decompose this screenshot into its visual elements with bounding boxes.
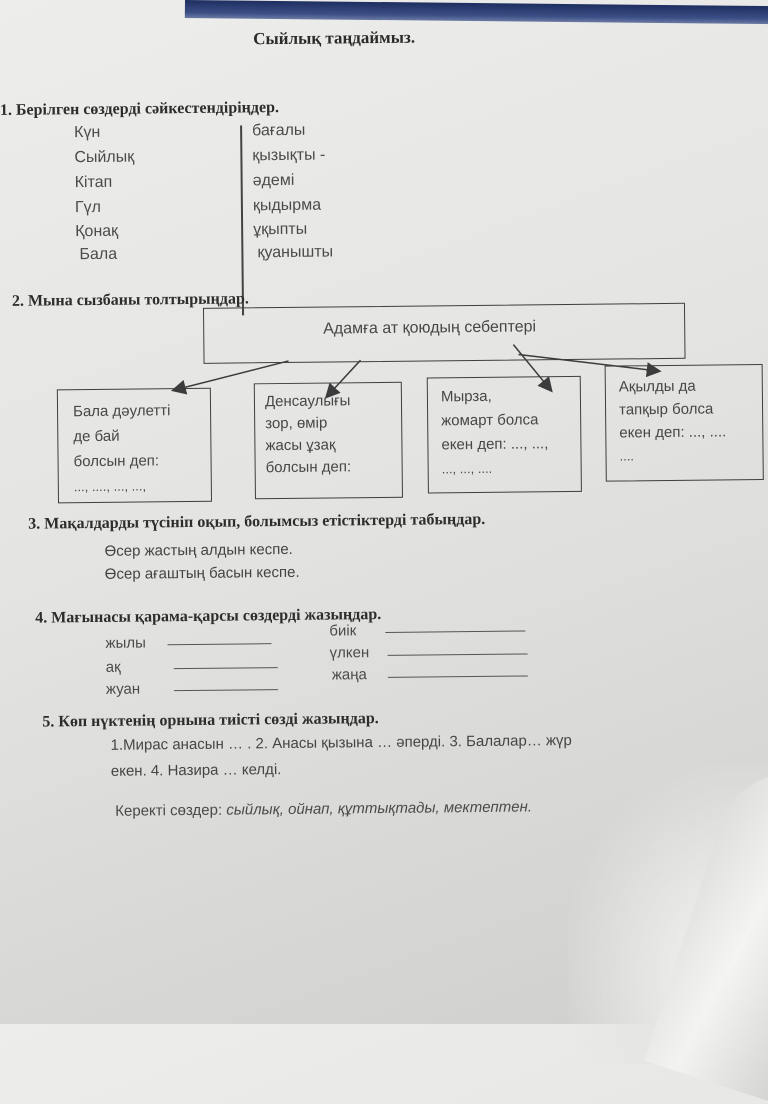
- box-line: Мырза,: [440, 387, 492, 406]
- fill-in-line: 1.Мирас анасын … . 2. Анасы қызына … әперді. 3. Балалар… жүр: [110, 732, 572, 754]
- task1-right-word: ұқыпты: [253, 220, 308, 239]
- antonym-word: үлкен: [329, 644, 370, 662]
- task1-right-word: қуанышты: [257, 243, 334, 262]
- task1-left-word: Күн: [74, 123, 101, 142]
- box-line: жомарт болса: [441, 411, 539, 430]
- fill-in-line: екен. 4. Назира … келді.: [110, 761, 282, 780]
- proverb-line: Өсер жастың алдын кеспе.: [104, 540, 293, 560]
- box2-text: [265, 390, 351, 479]
- box-line: екен деп: ..., ...,: [441, 435, 549, 454]
- task3-heading: 3. Мақалдарды түсініп оқып, болымсыз етістіктерді табыңдар.: [28, 510, 486, 533]
- antonym-word: жаңа: [331, 666, 367, 684]
- answer-blank[interactable]: [388, 675, 528, 677]
- box3-text: [441, 384, 549, 481]
- task1-left-word: Гүл: [74, 198, 102, 217]
- box-line: зор, өмір: [265, 414, 328, 433]
- antonym-word: жуан: [105, 680, 141, 698]
- answer-blank[interactable]: [174, 667, 278, 669]
- task1-heading: 1. Берілген сөздерді сәйкестендіріңдер.: [0, 99, 280, 119]
- box-line: ....: [619, 448, 635, 464]
- answer-blank[interactable]: [174, 689, 278, 691]
- task1-left-word: Бала: [79, 245, 118, 264]
- task1-left-word: Қонақ: [75, 222, 119, 241]
- box-line: болсын деп:: [73, 452, 160, 471]
- box-line: тапқыр болса: [618, 400, 714, 419]
- box-line: жасы ұзақ: [265, 436, 336, 455]
- task1-right-word: қызықты -: [252, 146, 326, 165]
- box1-text: [73, 398, 171, 499]
- answer-blank[interactable]: [167, 643, 271, 645]
- diagram-center-label: Адамға ат қоюдың себептері: [323, 318, 537, 338]
- task1-right-word: әдемі: [252, 171, 295, 190]
- box4-text: [619, 374, 727, 467]
- needed-words-label: Керекті сөздер:: [115, 801, 223, 820]
- antonym-word: биік: [329, 622, 357, 640]
- task1-right-word: қыдырма: [252, 196, 322, 215]
- proverb-line: Өсер ағаштың басын кеспе.: [104, 563, 300, 583]
- task1-right-word: бағалы: [252, 121, 306, 140]
- box-line: Бала дәулетті: [72, 402, 171, 421]
- task5-heading: 5. Көп нүктенің орнына тиісті сөзді жазыңдар.: [42, 710, 379, 731]
- antonym-word: ақ: [105, 658, 121, 676]
- task1-left-word: Кітап: [74, 173, 113, 192]
- box-line: де бай: [73, 427, 120, 446]
- box-line: болсын деп:: [265, 458, 352, 477]
- box-line: екен деп: ..., ....: [619, 423, 727, 442]
- needed-words-line: [115, 798, 532, 819]
- antonym-word: жылы: [105, 634, 146, 652]
- box-line: Ақылды да: [618, 377, 696, 396]
- answer-blank[interactable]: [388, 653, 528, 655]
- box-line: Денсаулығы: [264, 392, 351, 411]
- task2-heading: 2. Мына сызбаны толтырыңдар.: [11, 290, 249, 310]
- task4-heading: 4. Мағынасы қарама-қарсы сөздерді жазыңдар.: [35, 605, 382, 627]
- task1-left-word: Сыйлық: [74, 148, 135, 167]
- needed-words-list: сыйлық, ойнап, құттықтады, мектептен.: [226, 798, 533, 819]
- page-title: Сыйлық таңдаймыз.: [253, 27, 416, 49]
- box-line: ..., ..., ....: [441, 460, 493, 477]
- answer-blank[interactable]: [385, 630, 525, 632]
- box-line: ..., ...., ..., ...,: [73, 478, 147, 495]
